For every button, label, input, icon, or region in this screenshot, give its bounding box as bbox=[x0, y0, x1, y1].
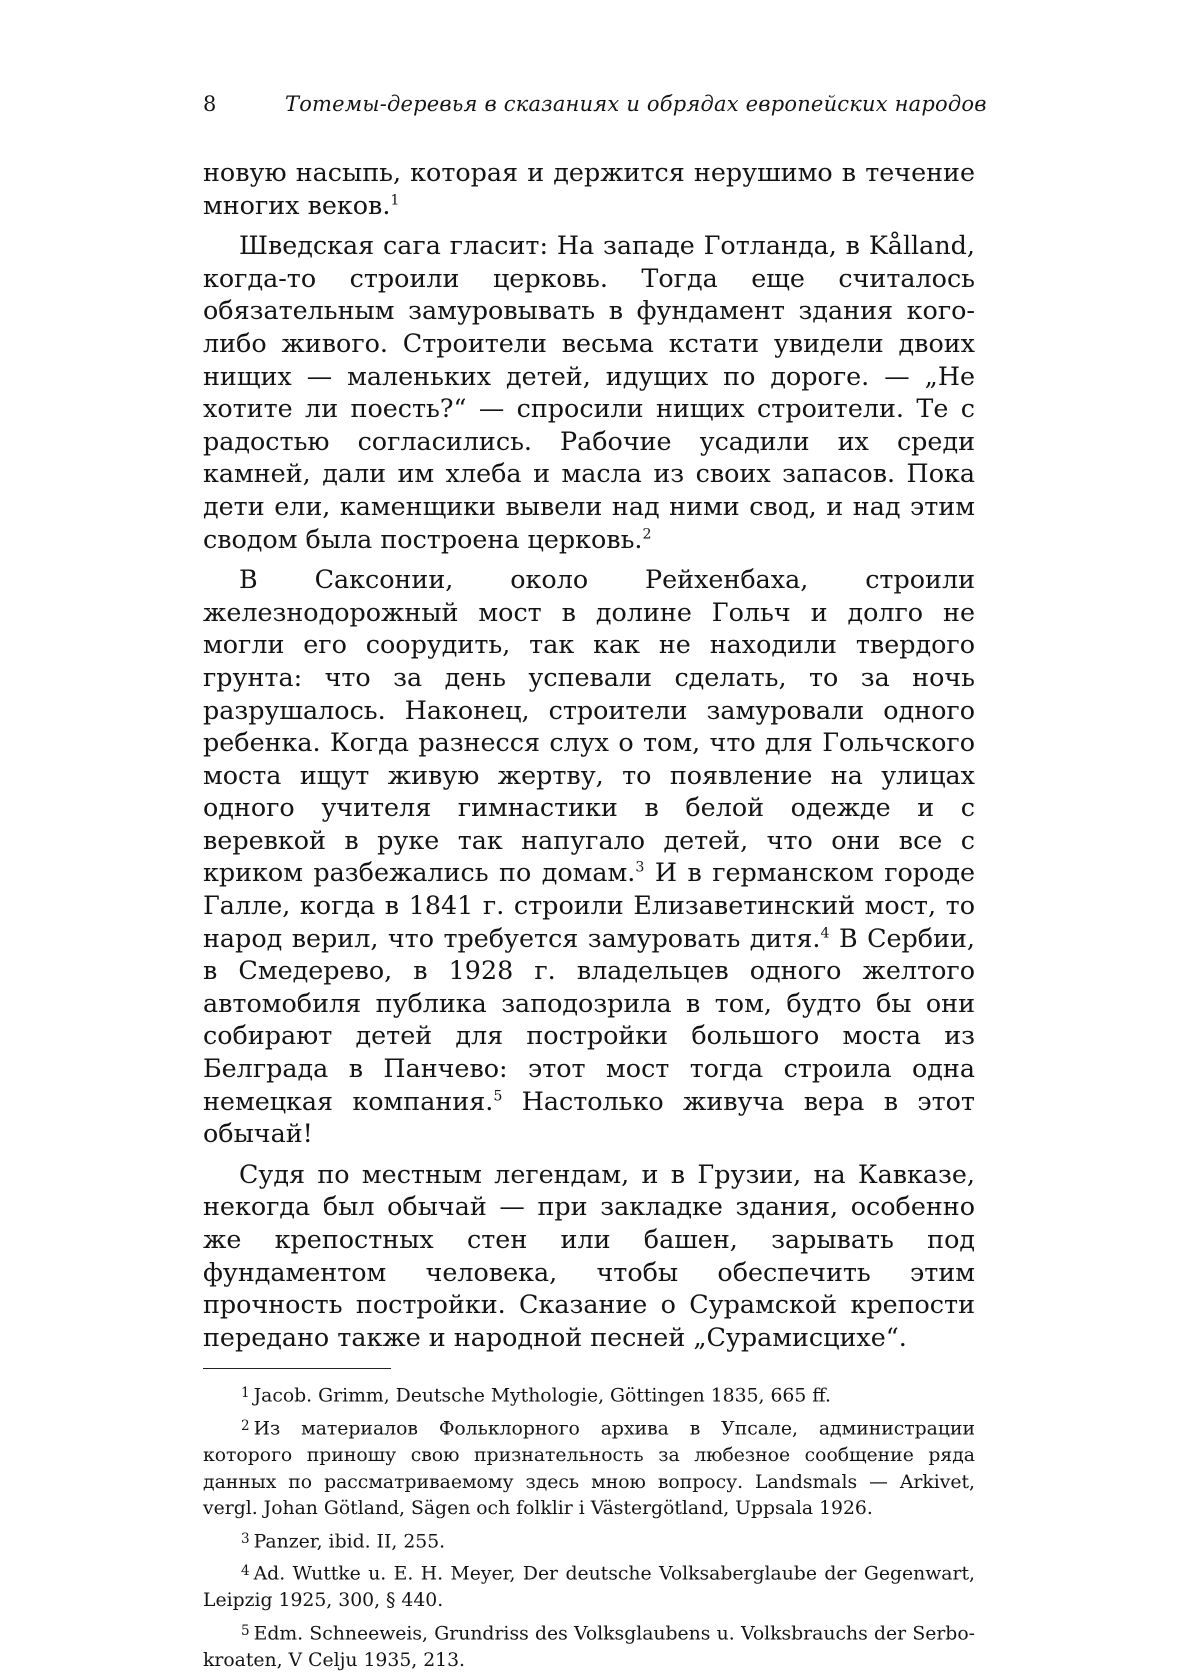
footnote-ref: 2 bbox=[642, 526, 652, 543]
running-header bbox=[203, 92, 987, 128]
footnote bbox=[203, 1380, 975, 1410]
paragraph-georgia bbox=[203, 1158, 975, 1354]
paragraph-text-saxony: В Саксонии, около Рейхенбаха, строили железнодорожный мост в долине Гольч и долго не могли его соорудить, так как не находили твердого грунта: что за день успевали сделать, то за ночь разрушалось. Наконец, строители замуровали одного ребенка. Когда разнесся слух о том, что для Гольчского моста ищут живую жертву, то появление на улицах одного учителя гимнастики в белой одежде и с веревкой в руке так напугало детей, что они все с криком разбежались по домам. bbox=[203, 564, 975, 888]
paragraph-text: новую насыпь, которая и держится нерушимо в течение многих веков. bbox=[203, 157, 975, 220]
paragraph-swedish-saga bbox=[203, 229, 975, 555]
footnote bbox=[203, 1558, 975, 1614]
footnote bbox=[203, 1618, 975, 1674]
paragraph-text: Шведская сага гласит: На западе Готланда, в Kålland, когда-то строили церковь. Тогда еще считалось обязательным замуровывать в фундамент здания кого-либо живого. Строители весьма кстати увидели двоих нищих — маленьких детей, идущих по дороге. — „Не хотите ли поесть?“ — спросили нищих строители. Те с радостью согласились. Рабочие усадили их среди камней, дали им хлеба и масла из своих запасов. Пока дети ели, каменщики вывели над ними свод, и над этим сводом была построена церковь. bbox=[203, 230, 975, 554]
footnote-mark: 4 bbox=[241, 1563, 250, 1580]
footnote-ref: 4 bbox=[820, 925, 830, 942]
footnote-text: Panzer, ibid. II, 255. bbox=[253, 1530, 446, 1552]
paragraph-text-conclusion: Настолько живуча вера в этот обычай! bbox=[203, 1085, 975, 1149]
footnote bbox=[203, 1526, 975, 1556]
book-page bbox=[203, 92, 987, 1677]
paragraph-continuation bbox=[203, 156, 975, 221]
footnote-mark: 3 bbox=[241, 1530, 250, 1547]
paragraph-text-halle: И в германском городе Галле, когда в 1841 г. строили Елизаветинский мост, то народ верил, что требуется замуровать дитя. bbox=[203, 857, 975, 953]
footnote-text: Edm. Schneeweis, Grundriss des Volksglaubens u. Volksbrauchs der Serbokroaten, V Celju 1935, 213. bbox=[203, 1623, 975, 1671]
page-number: 8 bbox=[203, 92, 217, 116]
footnote-ref: 1 bbox=[390, 192, 400, 209]
footnote-ref: 5 bbox=[493, 1088, 503, 1105]
footnote-mark: 2 bbox=[241, 1418, 250, 1435]
running-title: Тотемы-деревья в сказаниях и обрядах европейских народов bbox=[285, 92, 987, 116]
footnote-ref: 3 bbox=[635, 860, 645, 876]
footnote-divider bbox=[203, 1368, 391, 1369]
paragraph-bridges bbox=[203, 563, 975, 1150]
main-text bbox=[203, 156, 975, 1353]
footnotes bbox=[203, 1380, 975, 1674]
footnote-text: Из материалов Фольклорного архива в Упсале, администрации которого приношу свою признательность за любезное сообщение ряда данных по рассматриваемому здесь мною вопросу. Landsmals — Arkivet, vergl. Johan Götland, Sägen och folklir i Västergötland, Uppsala 1926. bbox=[203, 1418, 975, 1520]
footnote-mark: 5 bbox=[241, 1622, 250, 1639]
footnote-text: Ad. Wuttke u. E. H. Meyer, Der deutsche Volksaberglaube der Gegenwart, Leipzig 1925, 300, § 440. bbox=[203, 1563, 975, 1612]
footnote-text: Jacob. Grimm, Deutsche Mythologie, Göttingen 1835, 665 ff. bbox=[253, 1385, 831, 1407]
paragraph-text-serbia: В Сербии, в Смедерево, в 1928 г. владельцев одного желтого автомобиля публика заподозрила в том, будто бы они собирают детей для постройки большого моста из Белграда в Панчево: этот мост тогда строила одна немецкая компания. bbox=[203, 922, 976, 1116]
footnote-mark: 1 bbox=[241, 1385, 250, 1402]
footnote bbox=[203, 1413, 975, 1522]
paragraph-text: Судя по местным легендам, и в Грузии, на Кавказе, некогда был обычай — при закладке здания, особенно же крепостных стен или башен, зарывать под фундаментом человека, чтобы обеспечить этим прочность постройки. Сказание о Сурамской крепости передано также и народной песней „Сурамисцихе“. bbox=[203, 1158, 975, 1352]
